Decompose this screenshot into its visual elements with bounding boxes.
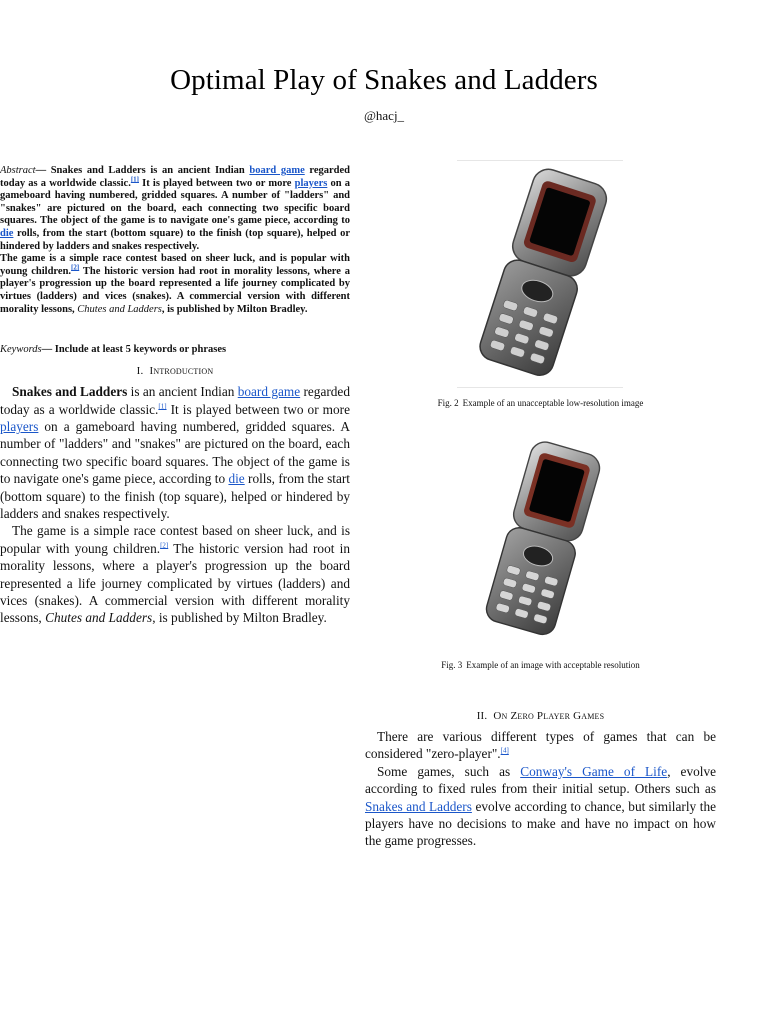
figure-3-caption [365,660,716,670]
section-title: On Zero Player Games [493,710,605,722]
figure-label: Fig. 3 [441,660,463,670]
reference-link[interactable]: [4] [500,746,509,755]
flip-phone-image [465,163,615,385]
keywords-label: Keywords [0,344,42,356]
section-zero-player [365,710,716,850]
keywords-text: — Include at least 5 keywords or phrases [41,344,227,356]
abstract-paragraph-2 [0,253,350,316]
figure-3-frame [465,430,615,650]
figure-2-frame [457,160,623,388]
body-text: on a gameboard having numbered, gridded squares. A number of "ladders" and "snakes" are pictured on the board, each connecting two specific board squares. The object of the game is to navigate one's game piece, according to [0,418,350,487]
author-handle: @hacj_ [363,108,405,123]
body-text: , evolve according to fixed rules from their initial setup. Others such as [365,763,716,797]
introduction-body [0,383,350,627]
intro-paragraph-2 [0,522,350,626]
reference-link[interactable]: [1] [158,402,167,411]
figure-2-caption [365,398,716,408]
players-link[interactable]: players [294,177,328,189]
die-link[interactable]: die [0,227,14,239]
section-heading-introduction [0,365,350,377]
figure-caption-text: Example of an image with acceptable resolution [466,660,640,670]
reference-link[interactable]: [2] [71,263,80,272]
reference-link[interactable]: [2] [160,541,169,550]
abstract-label: Abstract [0,165,36,176]
die-link[interactable]: die [228,471,245,487]
keywords [0,344,350,355]
paper-title: Optimal Play of Snakes and Ladders [170,64,598,96]
section-title: Introduction [149,365,214,378]
figure-label: Fig. 2 [437,398,459,408]
abstract-text: The historic version had root in morality lessons, where a player's progression up the board represented a life journey complicated by virtues (ladders) and vices (snakes). A commercial version with different morality lessons, [0,265,351,315]
body-text: The game is a simple race contest based on sheer luck, and is popular with young children. [0,523,350,556]
snakes-and-ladders-bold: Snakes and Ladders [12,384,128,400]
abstract-text: rolls, from the start (bottom square) to the finish (top square), helped or hindered by ladders and snakes respectively. [0,227,350,252]
abstract-paragraph-1 [0,165,350,253]
abstract-dash: — [35,165,51,176]
abstract-text: regarded today as a worldwide classic. [0,165,350,189]
chutes-and-ladders-italic: Chutes and Ladders [45,610,153,626]
figure-3 [365,430,716,670]
players-link[interactable]: players [0,418,39,434]
section-number: II. [476,710,488,722]
section-heading-zero-player [365,710,716,722]
body-text: is an ancient Indian [127,384,238,400]
game-of-life-link[interactable]: Conway's Game of Life [520,763,668,779]
left-column [0,165,350,627]
board-game-link[interactable]: board game [237,384,301,400]
body-text: There are various different types of games that can be considered "zero-player". [365,729,716,762]
chutes-and-ladders-italic: Chutes and Ladders [77,303,162,315]
abstract-text: It is played between two or more [139,177,295,189]
figure-2 [365,160,716,408]
right-column [365,160,716,850]
intro-paragraph-1 [0,383,350,522]
body-text: Some games, such as [377,763,521,779]
abstract-text: The game is a simple race contest based on sheer luck, and is popular with young children. [0,253,350,277]
zero-player-body [365,728,716,850]
snakes-and-ladders-link[interactable]: Snakes and Ladders [365,798,472,814]
board-game-link[interactable]: board game [249,165,305,176]
figure-caption-text: Example of an unacceptable low-resolution image [462,398,644,408]
body-text: , is published by Milton Bradley. [152,610,327,626]
section-number: I. [136,365,144,378]
body-text: regarded today as a worldwide classic. [0,384,350,417]
abstract-text: on a gameboard having numbered, gridded squares. A number of "ladders" and "snakes" are pictured on the board, each connecting two specific board squares. The object of the game is to navigate one's game piece, according to [0,177,351,227]
abstract-text: Snakes and Ladders is an ancient Indian [50,165,250,176]
body-text: evolve according to chance, but similarly the players have no decisions to make and have no impact on how the game progresses. [365,798,717,849]
body-text: The historic version had root in morality lessons, where a player's progression up the board represented a life journey complicated by virtues (ladders) and vices (snakes). A commercial version with different morality lessons, [0,540,350,626]
reference-link[interactable]: [1] [130,175,139,184]
flip-phone-image [470,431,610,649]
zero-player-paragraph-1 [365,728,716,763]
abstract-text: , is published by Milton Bradley. [161,303,308,315]
abstract [0,165,350,316]
zero-player-paragraph-2 [365,763,716,850]
body-text: rolls, from the start (bottom square) to the finish (top square), helped or hindered by ladders and snakes respectively. [0,471,350,521]
body-text: It is played between two or more [166,401,350,417]
